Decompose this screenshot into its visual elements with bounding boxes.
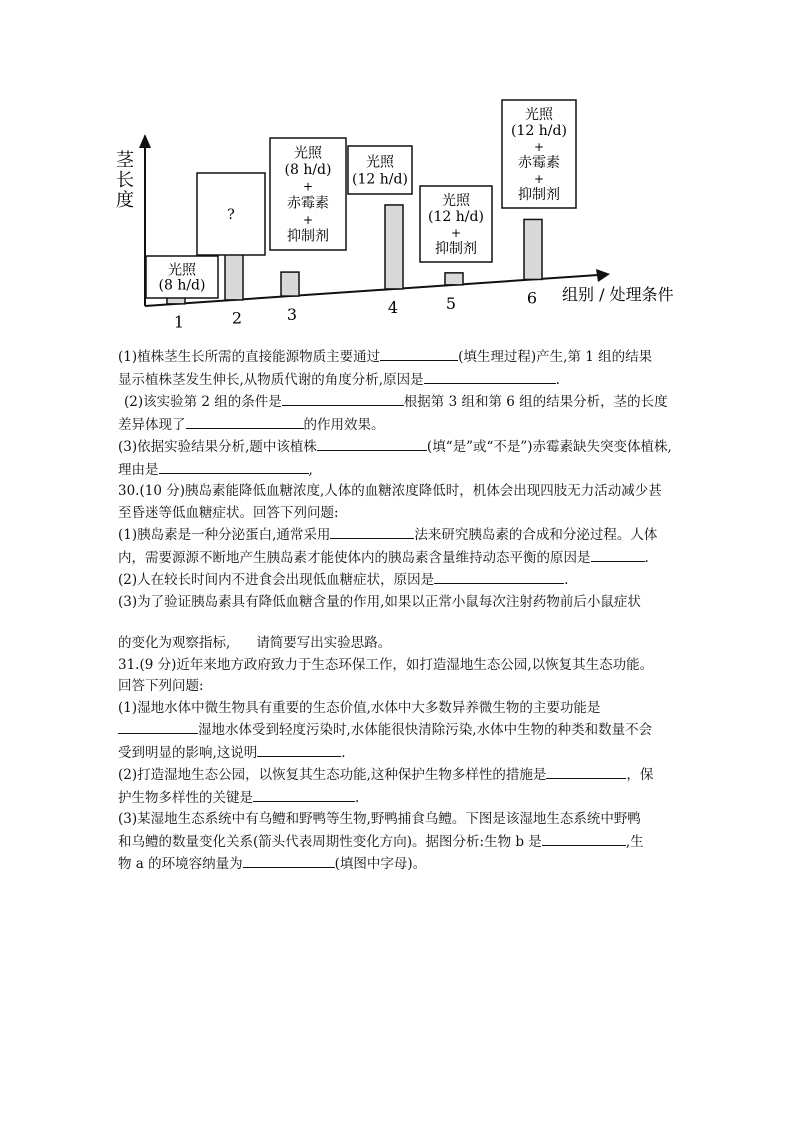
answer-blank[interactable] bbox=[186, 414, 304, 429]
q30-heading bbox=[118, 481, 683, 503]
q31-title-cont: 回答下列问题: bbox=[118, 678, 204, 694]
stem-bar bbox=[385, 205, 403, 289]
answer-blank[interactable] bbox=[118, 719, 198, 734]
q30-3-text-c: 请简要写出实验思路。 bbox=[256, 635, 392, 651]
y-axis-label: 度 bbox=[116, 190, 134, 211]
condition-text: 抑制剂 bbox=[518, 187, 560, 203]
q31-part2-line1 bbox=[118, 764, 683, 787]
q29-3-text-d: , bbox=[308, 461, 313, 478]
condition-text: 光照 bbox=[442, 193, 470, 209]
q31-3-text-e: (填图中字母)。 bbox=[334, 856, 427, 872]
group-label: 1 bbox=[173, 312, 185, 332]
q30-2-text-a: (2)人在较长时间内不进食会出现低血糖症状，原因是 bbox=[118, 572, 435, 588]
spacer bbox=[118, 613, 683, 633]
q30-1-text-b: 法来研究胰岛素的合成和分泌过程。人体 bbox=[414, 527, 658, 543]
answer-blank[interactable] bbox=[317, 436, 427, 451]
condition-text: + bbox=[302, 179, 314, 194]
q30-2-text-b: . bbox=[564, 572, 569, 588]
answer-blank[interactable] bbox=[282, 391, 404, 406]
q30-part1-line2 bbox=[118, 547, 683, 570]
q29-1-text-a: (1)植株茎生长所需的直接能源物质主要通过 bbox=[118, 349, 381, 365]
q30-part2-line bbox=[118, 569, 683, 592]
q29-2-text-d: 的作用效果。 bbox=[303, 416, 385, 433]
q31-1-text-b: 湿地水体受到轻度污染时,水体能很快清除污染,水体中生物的种类和数量不会 bbox=[198, 722, 653, 738]
q29-3-text-b: (填“是”或“不是”)赤霉素缺失突变体植株, bbox=[426, 439, 672, 455]
q29-2-text-b: 根据第 3 组和第 6 组的结果分析，茎的长度 bbox=[403, 394, 668, 410]
answer-blank[interactable] bbox=[591, 547, 645, 562]
q30-3-text-b: 的变化为观察指标, bbox=[118, 635, 231, 651]
condition-text: 抑制剂 bbox=[435, 241, 477, 257]
q30-part1-line1 bbox=[118, 524, 683, 547]
bar-diagram bbox=[100, 78, 680, 338]
stem-bar bbox=[524, 219, 542, 279]
q30-1-text-c: 内，需要源源不断地产生胰岛素才能使体内的胰岛素含量维持动态平衡的原因是 bbox=[118, 549, 591, 566]
q31-2-text-c: 护生物多样性的关键是 bbox=[118, 789, 253, 806]
question-text bbox=[118, 346, 683, 876]
q30-title: 30.(10 分)胰岛素能降低血糖浓度,人体的血糖浓度降低时，机体会出现四肢无力活动减少甚 bbox=[118, 483, 662, 499]
q29-part2-line2 bbox=[118, 414, 683, 437]
answer-blank[interactable] bbox=[424, 369, 556, 384]
q31-part1-line3 bbox=[118, 742, 683, 765]
group-label: 2 bbox=[231, 308, 243, 328]
group-label: 4 bbox=[387, 298, 399, 318]
q29-3-text-c: 理由是 bbox=[118, 461, 159, 478]
q31-3-text-c: ,生 bbox=[625, 833, 644, 850]
q31-3-text-d: 物 a 的环境容纳量为 bbox=[118, 856, 243, 872]
q31-3-text-b: 和乌鳢的数量变化关系(箭头代表周期性变化方向)。据图分析:生物 b 是 bbox=[118, 833, 542, 850]
answer-blank[interactable] bbox=[380, 346, 458, 361]
q30-3-text-a: (3)为了验证胰岛素具有降低血糖含量的作用,如果以正常小鼠每次注射药物前后小鼠症状 bbox=[118, 593, 641, 610]
answer-blank[interactable] bbox=[330, 524, 414, 539]
stem-bar bbox=[445, 273, 463, 285]
q31-heading bbox=[118, 655, 683, 677]
answer-blank[interactable] bbox=[253, 787, 355, 802]
q30-title-cont: 至昏迷等低血糖症状。回答下列问题: bbox=[118, 504, 339, 521]
q31-part1-line2 bbox=[118, 719, 683, 742]
group-label: 6 bbox=[526, 288, 538, 308]
condition-text: + bbox=[533, 140, 545, 154]
q31-1-text-a: (1)湿地水体中微生物具有重要的生态价值,水体中大多数异养微生物的主要功能是 bbox=[118, 699, 601, 716]
q31-2-text-d: . bbox=[355, 789, 360, 806]
q29-part1-line2 bbox=[118, 369, 683, 392]
q30-part3-line1 bbox=[118, 592, 683, 614]
q30-part3-line2 bbox=[118, 633, 683, 655]
condition-text: + bbox=[302, 213, 314, 227]
answer-blank[interactable] bbox=[159, 459, 309, 474]
q31-part3-line3 bbox=[118, 853, 683, 876]
q30-1-text-d: . bbox=[644, 549, 649, 566]
condition-text: 光照 bbox=[294, 145, 322, 162]
q31-part2-line2 bbox=[118, 787, 683, 810]
answer-blank[interactable] bbox=[257, 742, 341, 757]
y-axis-label: 茎 bbox=[116, 150, 134, 171]
answer-blank[interactable] bbox=[546, 764, 626, 779]
condition-text: (8 h/d) bbox=[284, 162, 332, 178]
condition-text: 光照 bbox=[168, 262, 196, 279]
q31-part1-line1 bbox=[118, 698, 683, 720]
stem-bar bbox=[281, 272, 299, 296]
answer-blank[interactable] bbox=[542, 831, 626, 846]
group-label: 5 bbox=[445, 294, 457, 314]
q31-heading-line2 bbox=[118, 676, 683, 698]
q29-part1-line1 bbox=[118, 346, 683, 369]
group-label: 3 bbox=[286, 304, 298, 324]
q31-3-text-a: (3)某湿地生态系统中有乌鳢和野鸭等生物,野鸭捕食乌鳢。下图是该湿地生态系统中野鸭 bbox=[118, 811, 641, 827]
condition-text: 赤霉素 bbox=[518, 155, 560, 171]
q30-heading-line2 bbox=[118, 503, 683, 525]
x-axis-arrow bbox=[596, 269, 610, 282]
q29-3-text-a: (3)依据实验结果分析,题中该植株 bbox=[118, 439, 317, 455]
q31-2-text-a: (2)打造湿地生态公园，以恢复其生态功能,这种保护生物多样性的措施是 bbox=[118, 767, 547, 783]
condition-text: (12 h/d) bbox=[428, 209, 484, 225]
y-axis-label: 长 bbox=[116, 170, 134, 191]
q29-part3-line2 bbox=[118, 459, 683, 482]
q29-1-text-d: . bbox=[555, 371, 560, 388]
q31-part3-line2 bbox=[118, 831, 683, 854]
q29-1-text-b: (填生理过程)产生,第 1 组的结果 bbox=[458, 349, 653, 365]
condition-text: 赤霉素 bbox=[287, 195, 329, 212]
experiment-figure bbox=[100, 78, 680, 338]
q29-2-text-c: 差异体现了 bbox=[118, 416, 186, 433]
condition-text: (12 h/d) bbox=[352, 171, 408, 188]
q31-1-text-d: . bbox=[341, 744, 346, 761]
condition-text: (12 h/d) bbox=[511, 123, 567, 139]
q31-2-text-b: ，保 bbox=[626, 767, 654, 783]
x-axis-label: 组别 / 处理条件 bbox=[562, 285, 674, 304]
condition-text: 光照 bbox=[366, 154, 394, 171]
condition-text: + bbox=[533, 172, 545, 186]
q31-1-text-c: 受到明显的影响,这说明 bbox=[118, 744, 258, 761]
q29-part2-line1 bbox=[118, 391, 683, 414]
y-axis-arrow bbox=[139, 134, 151, 148]
condition-text: 光照 bbox=[525, 107, 553, 123]
q31-title: 31.(9 分)近年来地方政府致力于生态环保工作，如打造湿地生态公园,以恢复其生态功能。 bbox=[118, 656, 654, 673]
answer-blank[interactable] bbox=[434, 569, 564, 584]
q29-2-text-a: (2)该实验第 2 组的条件是 bbox=[124, 394, 282, 410]
q30-1-text-a: (1)胰岛素是一种分泌蛋白,通常采用 bbox=[118, 527, 331, 543]
stem-bar bbox=[225, 252, 243, 300]
condition-text: 抑制剂 bbox=[287, 228, 329, 245]
q29-1-text-c: 显示植株茎发生伸长,从物质代谢的角度分析,原因是 bbox=[118, 371, 424, 388]
answer-blank[interactable] bbox=[243, 853, 335, 868]
condition-text: + bbox=[450, 226, 462, 240]
q31-part3-line1 bbox=[118, 809, 683, 831]
q29-part3-line1 bbox=[118, 436, 683, 459]
condition-text: (8 h/d) bbox=[158, 277, 206, 294]
condition-text: ? bbox=[227, 207, 235, 223]
